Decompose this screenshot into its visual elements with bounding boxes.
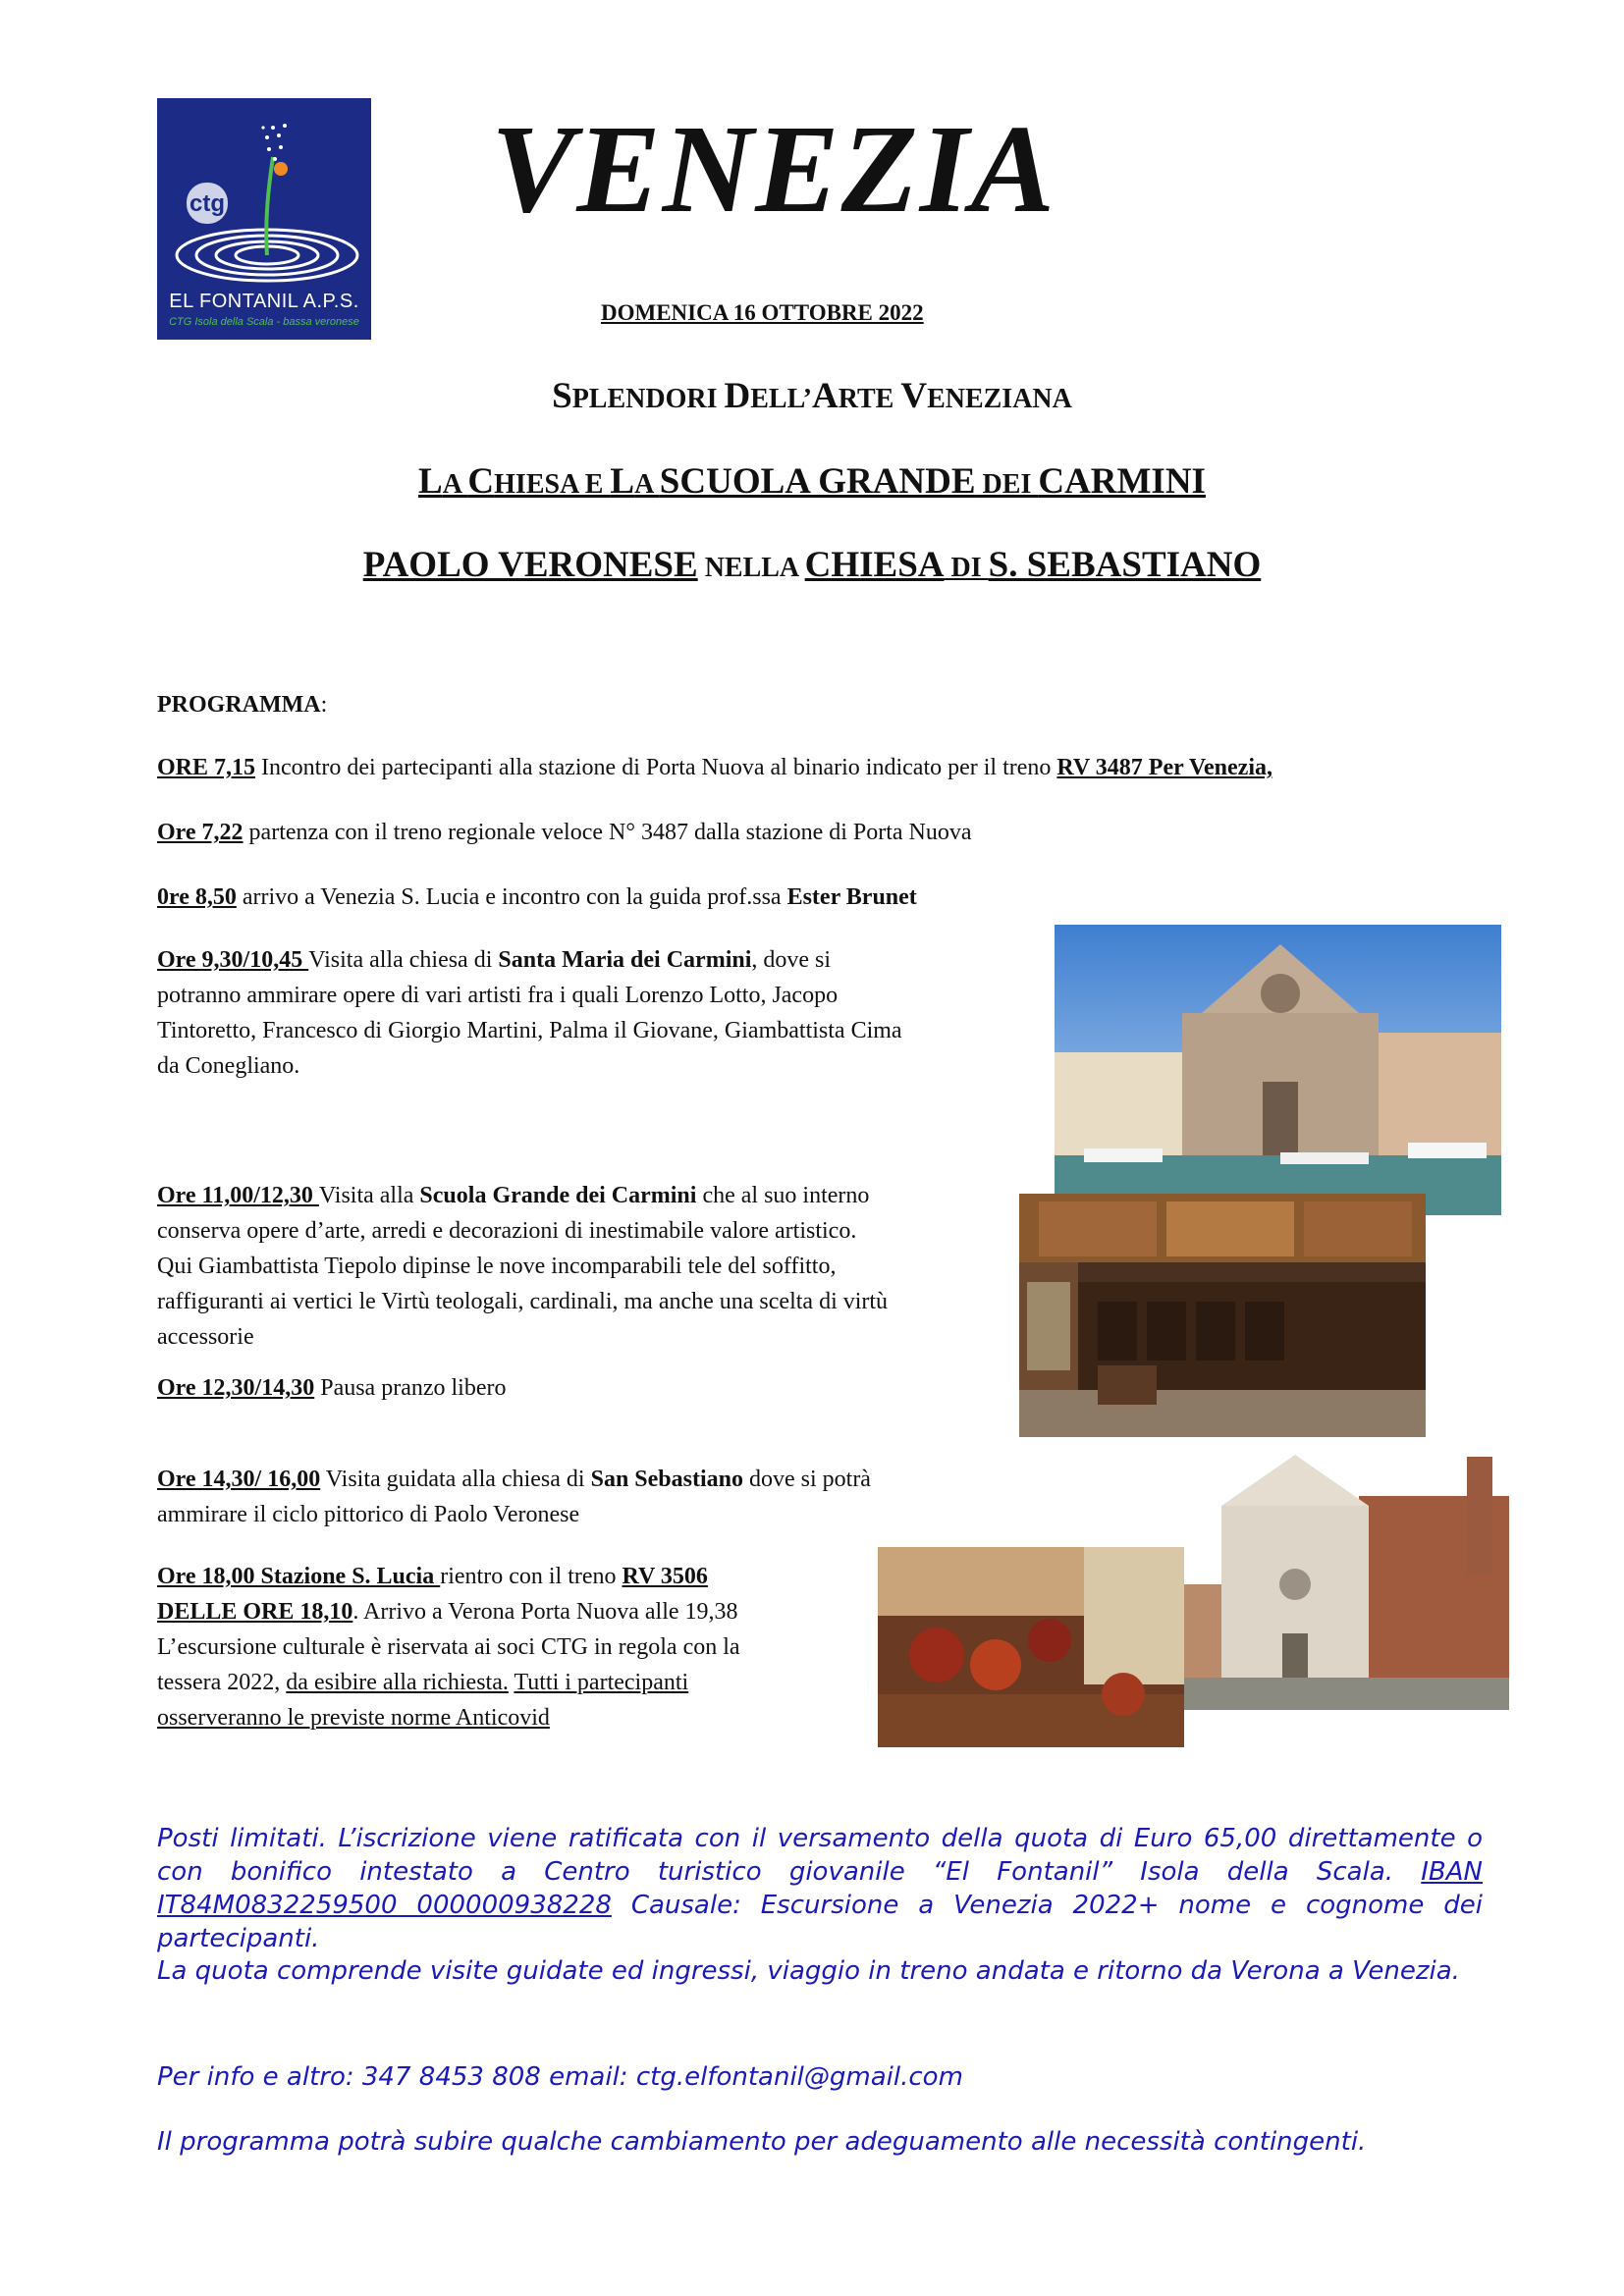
event-date: DOMENICA 16 OTTOBRE 2022 [601,300,924,325]
photo-san-sebastiano-facade [1153,1437,1509,1710]
schedule-item: Ore 12,30/14,30 Pausa pranzo libero [157,1375,507,1401]
schedule-item: Ore 11,00/12,30 Visita alla Scuola Grande dei Carmini che al suo interno conserva opere d’arte, arredi e decorazioni di inestimabile valore artistico. Qui Giambattista Tiepolo dipinse le nove incomparabili tele del soffitto, raffiguranti ai vertici le Virtù teologali, cardinali, ma anche una scelta di virtù accessorie [157,1183,889,1350]
schedule-item: ORE 7,15 Incontro dei partecipanti alla stazione di Porta Nuova al binario indicato per il treno RV 3487 Per Venezia, [157,755,1272,780]
programma-label: PROGRAMMA: [157,692,328,718]
svg-text:ctg: ctg [189,190,225,217]
photo-santa-maria-dei-carmini [1055,925,1501,1215]
heading-chiesa-scuola: LA CHIESA E LA SCUOLA GRANDE DEI CARMINI [418,461,1206,502]
photo-scuola-grande-interior [1019,1194,1426,1437]
info-registration: Posti limitati. L’iscrizione viene ratificata con il versamento della quota di Euro 65,00 direttamente o con bonifico intestato a Centro turistico giovanile “El Fontanil” Isola della Scala. IBAN IT84M0832259500 000000938228 Causale: Escursione a Venezia 2022+ nome e cognome dei partecipanti. [157,1824,1483,1953]
page-title: VENEZIA [491,99,1056,239]
heading-veronese: PAOLO VERONESE NELLA CHIESA DI S. SEBASTIANO [362,545,1262,585]
schedule-item: Ore 14,30/ 16,00 Visita guidata alla chiesa di San Sebastiano dove si potrà ammirare il ciclo pittorico di Paolo Veronese [157,1467,871,1527]
info-disclaimer: Il programma potrà subire qualche cambiamento per adeguamento alle necessità contingenti. [157,2127,1367,2157]
schedule-item: Ore 18,00 Stazione S. Lucia rientro con il treno RV 3506 DELLE ORE 18,10. Arrivo a Verona Porta Nuova alle 19,38 L’escursione culturale è riservata ai soci CTG in regola con la tessera 2022, da esibire alla richiesta. Tutti i partecipanti osserveranno le previste norme Anticovid [157,1564,740,1731]
heading-splendori: SPLENDORI DELL’ARTE VENEZIANA [552,376,1072,416]
fontanil-logo-graphic [157,98,371,291]
info-quota: La quota comprende visite guidate ed ingressi, viaggio in treno andata e ritorno da Verona a Venezia. [157,1956,1460,1986]
photo-veronese-painting [878,1547,1184,1747]
info-contacts: Per info e altro: 347 8453 808 email: ctg.elfontanil@gmail.com [157,2062,963,2092]
logo-subtitle: CTG Isola della Scala - bassa veronese [169,316,359,328]
logo [157,98,371,340]
schedule-item: Ore 9,30/10,45 Visita alla chiesa di Santa Maria dei Carmini, dove si potranno ammirare opere di vari artisti fra i quali Lorenzo Lotto, Jacopo Tintoretto, Francesco di Giorgio Martini, Palma il Giovane, Giambattista Cima da Conegliano. [157,947,902,1079]
iban-value: IBAN IT84M0832259500 000000938228 [157,1857,1483,1920]
schedule-item: 0re 8,50 arrivo a Venezia S. Lucia e incontro con la guida prof.ssa Ester Brunet [157,884,917,910]
logo-name: EL FONTANIL A.P.S. [169,291,359,312]
ctg-mark [187,183,228,224]
schedule-item: Ore 7,22 partenza con il treno regionale veloce N° 3487 dalla stazione di Porta Nuova [157,820,972,845]
